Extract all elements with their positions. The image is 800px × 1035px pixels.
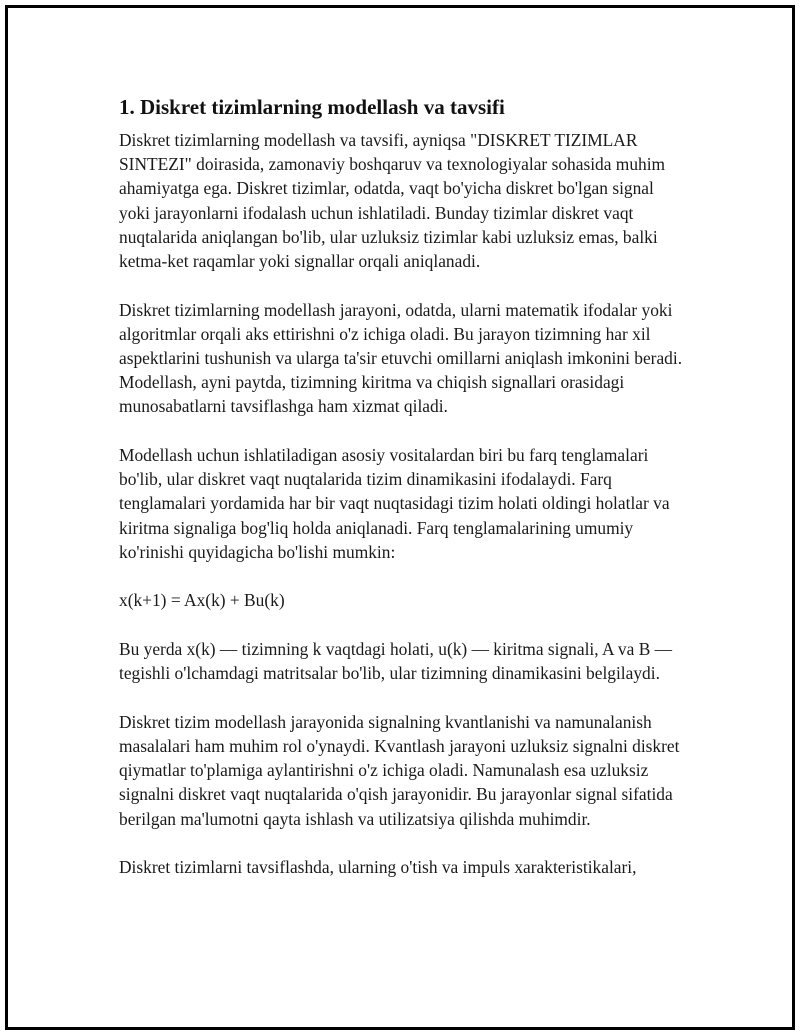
paragraph-quantization-sampling: Diskret tizim modellash jarayonida signalning kvantlanishi va namunalanish masalalari ham muhim rol o'ynaydi. Kvantlash jarayoni uzluksiz signalni diskret qiymatlar to'plamiga aylantirishni o'z ichiga oladi. Namunalash esa uzluksiz signalni diskret vaqt nuqtalarida o'qish jarayonidir. Bu jarayonlar signal sifatida berilgan ma'lumotni qayta ishlash va utilizatsiya qilishda muhimdir. bbox=[119, 711, 680, 829]
equation-state-update: x(k+1) = Ax(k) + Bu(k) bbox=[119, 590, 285, 611]
paragraph-characteristics: Diskret tizimlarni tavsiflashda, ularning o'tish va impuls xarakteristikalari, bbox=[119, 857, 637, 878]
section-heading: 1. Diskret tizimlarning modellash va tavsifi bbox=[119, 95, 505, 119]
paragraph-intro: Diskret tizimlarning modellash va tavsifi, ayniqsa "DISKRET TIZIMLAR SINTEZI" doirasida, zamonaviy boshqaruv va texnologiyalar sohasida muhim ahamiyatga ega. Diskret tizimlar, odatda, vaqt bo'yicha diskret bo'lgan signal yoki jarayonlarni ifodalash uchun ishlatiladi. Bunday tizimlar diskret vaqt nuqtalarida aniqlangan bo'lib, ular uzluksiz tizimlar kabi uzluksiz emas, balki ketma-ket raqamlar yoki signallar orqali aniqlanadi. bbox=[119, 130, 666, 272]
paragraph-modelling-process: Diskret tizimlarning modellash jarayoni, odatda, ularni matematik ifodalar yoki algoritmlar orqali aks ettirishni o'z ichiga oladi. Bu jarayon tizimning har xil aspektlarini tushunish va ularga ta'sir etuvchi omillarni aniqlash imkonini beradi. Modellash, ayni paytda, tizimning kiritma va chiqish signallari orasidagi munosabatlarni tavsiflashga ham xizmat qiladi. bbox=[119, 299, 683, 417]
paragraph-equation-explanation: Bu yerda x(k) — tizimning k vaqtdagi holati, u(k) — kiritma signali, A va B — tegishli o'lchamdagi matritsalar bo'lib, ular tizimning dinamikasini belgilaydi. bbox=[119, 639, 673, 684]
document-body bbox=[119, 93, 689, 904]
paragraph-difference-equations: Modellash uchun ishlatiladigan asosiy vositalardan biri bu farq tenglamalari bo'lib, ular diskret vaqt nuqtalarida tizim dinamikasini ifodalaydi. Farq tenglamalari yordamida har bir vaqt nuqtasidagi tizim holati oldingi holatlar va kiritma signaliga bog'liq holda aniqlanadi. Farq tenglamalarining umumiy ko'rinishi quyidagicha bo'lishi mumkin: bbox=[119, 445, 670, 562]
document-page bbox=[5, 5, 795, 1030]
